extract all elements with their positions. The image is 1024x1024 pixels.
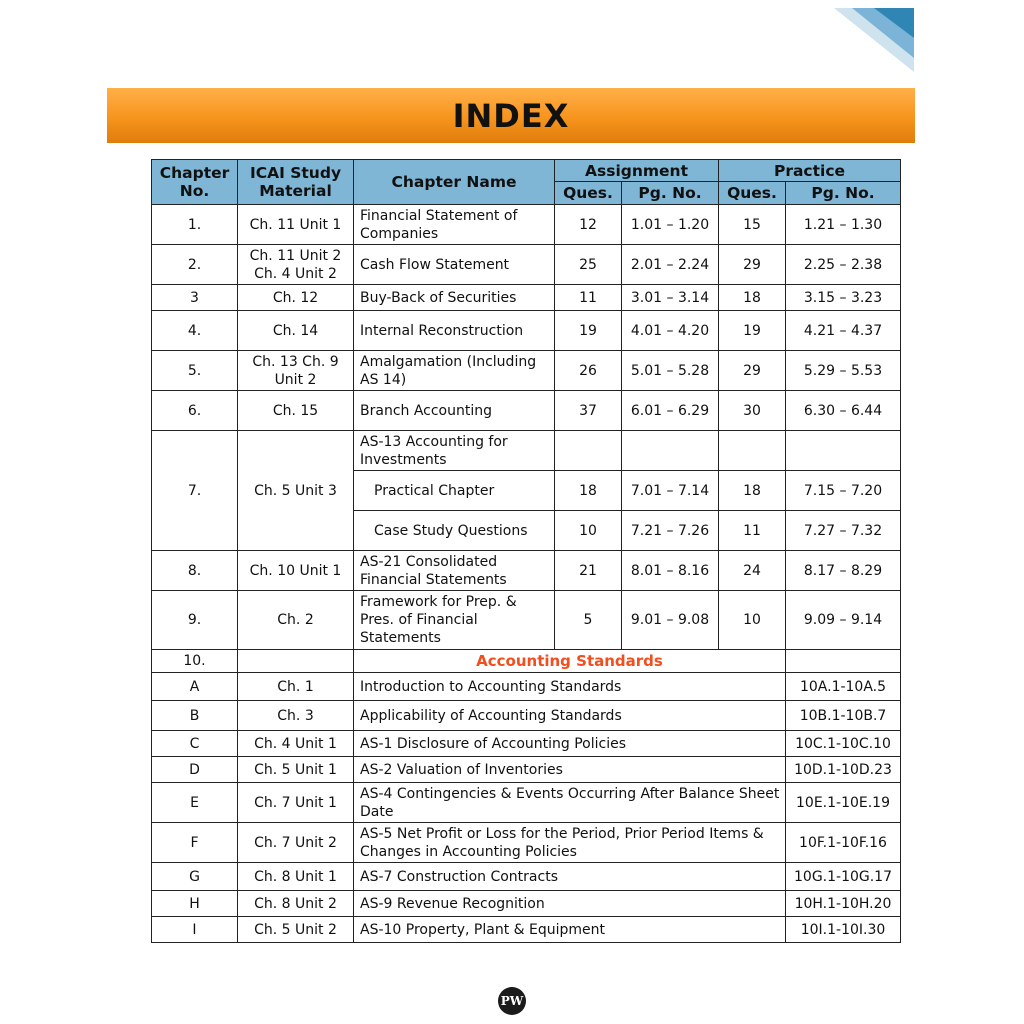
table-row	[152, 245, 901, 285]
assignment-ques-cell: 18	[555, 471, 622, 511]
pgno-cell: 10D.1-10D.23	[786, 757, 901, 783]
practice-ques-cell: 24	[719, 551, 786, 591]
assignment-pgno-cell: 7.01 – 7.14	[622, 471, 719, 511]
practice-pgno-cell: 1.21 – 1.30	[786, 205, 901, 245]
assignment-ques-cell: 25	[555, 245, 622, 285]
practice-ques-cell: 29	[719, 245, 786, 285]
icai-cell: Ch. 13 Ch. 9 Unit 2	[238, 351, 354, 391]
table-row	[152, 205, 901, 245]
table-row	[152, 823, 901, 863]
practice-ques-cell: 10	[719, 591, 786, 650]
chapter-no-cell: G	[152, 863, 238, 891]
assignment-pgno-cell: 9.01 – 9.08	[622, 591, 719, 650]
chapter-name-cell: AS-21 Consolidated Financial Statements	[354, 551, 555, 591]
empty-cell	[786, 431, 901, 471]
chapter-no-cell: E	[152, 783, 238, 823]
chapter-name-cell: Branch Accounting	[354, 391, 555, 431]
table-row	[152, 311, 901, 351]
table-row	[152, 701, 901, 731]
icai-cell: Ch. 8 Unit 2	[238, 891, 354, 917]
col-practice-ques: Ques.	[719, 182, 786, 205]
table-row	[152, 917, 901, 943]
assignment-ques-cell: 37	[555, 391, 622, 431]
chapter-no-cell: 7.	[152, 431, 238, 551]
practice-pgno-cell: 7.27 – 7.32	[786, 511, 901, 551]
chapter-name-cell: Applicability of Accounting Standards	[354, 701, 786, 731]
chapter-no-cell: 3	[152, 285, 238, 311]
chapter-no-cell: 4.	[152, 311, 238, 351]
pgno-cell: 10B.1-10B.7	[786, 701, 901, 731]
practice-pgno-cell: 4.21 – 4.37	[786, 311, 901, 351]
icai-cell: Ch. 5 Unit 2	[238, 917, 354, 943]
chapter-no-cell: 1.	[152, 205, 238, 245]
pgno-cell: 10A.1-10A.5	[786, 673, 901, 701]
pgno-cell: 10I.1-10I.30	[786, 917, 901, 943]
pgno-cell: 10G.1-10G.17	[786, 863, 901, 891]
table-row	[152, 863, 901, 891]
icai-cell: Ch. 15	[238, 391, 354, 431]
icai-cell: Ch. 4 Unit 1	[238, 731, 354, 757]
table-row	[152, 391, 901, 431]
sub-chapter-name-cell: Practical Chapter	[354, 471, 555, 511]
chapter-name-cell: AS-13 Accounting for Investments	[354, 431, 555, 471]
assignment-pgno-cell: 6.01 – 6.29	[622, 391, 719, 431]
pgno-cell: 10H.1-10H.20	[786, 891, 901, 917]
col-assignment-pgno: Pg. No.	[622, 182, 719, 205]
chapter-name-cell: Internal Reconstruction	[354, 311, 555, 351]
icai-cell: Ch. 8 Unit 1	[238, 863, 354, 891]
chapter-no-cell: B	[152, 701, 238, 731]
practice-pgno-cell: 3.15 – 3.23	[786, 285, 901, 311]
chapter-name-cell: AS-7 Construction Contracts	[354, 863, 786, 891]
practice-pgno-cell: 9.09 – 9.14	[786, 591, 901, 650]
col-chapter-name: Chapter Name	[354, 160, 555, 205]
chapter-no-cell: I	[152, 917, 238, 943]
chapter-name-cell: AS-2 Valuation of Inventories	[354, 757, 786, 783]
empty-cell	[238, 650, 354, 673]
chapter-name-cell: Amalgamation (Including AS 14)	[354, 351, 555, 391]
assignment-ques-cell: 19	[555, 311, 622, 351]
pgno-cell: 10C.1-10C.10	[786, 731, 901, 757]
chapter-name-cell: AS-9 Revenue Recognition	[354, 891, 786, 917]
col-assignment-ques: Ques.	[555, 182, 622, 205]
col-chapter-no: Chapter No.	[152, 160, 238, 205]
practice-pgno-cell: 6.30 – 6.44	[786, 391, 901, 431]
chapter-no-cell: A	[152, 673, 238, 701]
chapter-name-cell: Buy-Back of Securities	[354, 285, 555, 311]
index-banner	[107, 88, 915, 143]
practice-ques-cell: 29	[719, 351, 786, 391]
chapter-no-cell: 5.	[152, 351, 238, 391]
assignment-ques-cell: 10	[555, 511, 622, 551]
chapter-name-cell: AS-5 Net Profit or Loss for the Period, Prior Period Items & Changes in Accounting Policies	[354, 823, 786, 863]
section-row	[152, 650, 901, 673]
table-row	[152, 783, 901, 823]
chapter-no-cell: F	[152, 823, 238, 863]
table-row	[152, 757, 901, 783]
assignment-pgno-cell: 2.01 – 2.24	[622, 245, 719, 285]
section-title: Accounting Standards	[354, 650, 786, 673]
table-row	[152, 551, 901, 591]
col-practice-pgno: Pg. No.	[786, 182, 901, 205]
empty-cell	[555, 431, 622, 471]
assignment-pgno-cell: 1.01 – 1.20	[622, 205, 719, 245]
chapter-no-cell: H	[152, 891, 238, 917]
icai-cell: Ch. 7 Unit 2	[238, 823, 354, 863]
assignment-ques-cell: 26	[555, 351, 622, 391]
index-table	[151, 159, 901, 943]
assignment-pgno-cell: 5.01 – 5.28	[622, 351, 719, 391]
col-practice: Practice	[719, 160, 901, 182]
icai-cell: Ch. 3	[238, 701, 354, 731]
icai-cell: Ch. 11 Unit 1	[238, 205, 354, 245]
table-row	[152, 731, 901, 757]
icai-cell: Ch. 7 Unit 1	[238, 783, 354, 823]
practice-pgno-cell: 5.29 – 5.53	[786, 351, 901, 391]
chapter-name-cell: AS-4 Contingencies & Events Occurring After Balance Sheet Date	[354, 783, 786, 823]
chapter-name-cell: Introduction to Accounting Standards	[354, 673, 786, 701]
corner-decoration	[834, 8, 914, 72]
pgno-cell: 10F.1-10F.16	[786, 823, 901, 863]
chapter-no-cell: 10.	[152, 650, 238, 673]
chapter-name-cell: AS-1 Disclosure of Accounting Policies	[354, 731, 786, 757]
chapter-no-cell: 9.	[152, 591, 238, 650]
icai-cell: Ch. 1	[238, 673, 354, 701]
table-row	[152, 891, 901, 917]
chapter-name-cell: AS-10 Property, Plant & Equipment	[354, 917, 786, 943]
chapter-name-cell: Financial Statement of Companies	[354, 205, 555, 245]
assignment-pgno-cell: 7.21 – 7.26	[622, 511, 719, 551]
assignment-ques-cell: 12	[555, 205, 622, 245]
practice-pgno-cell: 7.15 – 7.20	[786, 471, 901, 511]
practice-ques-cell: 19	[719, 311, 786, 351]
publisher-logo: PW	[498, 987, 526, 1015]
assignment-ques-cell: 11	[555, 285, 622, 311]
icai-cell: Ch. 14	[238, 311, 354, 351]
empty-cell	[786, 650, 901, 673]
practice-ques-cell: 18	[719, 471, 786, 511]
empty-cell	[622, 431, 719, 471]
page-title: INDEX	[452, 96, 570, 135]
assignment-ques-cell: 21	[555, 551, 622, 591]
icai-cell: Ch. 2	[238, 591, 354, 650]
assignment-pgno-cell: 8.01 – 8.16	[622, 551, 719, 591]
table-row	[152, 591, 901, 650]
sub-chapter-name-cell: Case Study Questions	[354, 511, 555, 551]
chapter-no-cell: 8.	[152, 551, 238, 591]
chapter-no-cell: 6.	[152, 391, 238, 431]
chapter-name-cell: Framework for Prep. & Pres. of Financial Statements	[354, 591, 555, 650]
chapter-no-cell: D	[152, 757, 238, 783]
pgno-cell: 10E.1-10E.19	[786, 783, 901, 823]
table-row	[152, 673, 901, 701]
icai-cell: Ch. 11 Unit 2 Ch. 4 Unit 2	[238, 245, 354, 285]
assignment-ques-cell: 5	[555, 591, 622, 650]
empty-cell	[719, 431, 786, 471]
practice-ques-cell: 30	[719, 391, 786, 431]
practice-ques-cell: 15	[719, 205, 786, 245]
practice-ques-cell: 11	[719, 511, 786, 551]
chapter-no-cell: C	[152, 731, 238, 757]
col-assignment: Assignment	[555, 160, 719, 182]
practice-pgno-cell: 2.25 – 2.38	[786, 245, 901, 285]
chapter-no-cell: 2.	[152, 245, 238, 285]
chapter-name-cell: Cash Flow Statement	[354, 245, 555, 285]
icai-cell: Ch. 5 Unit 1	[238, 757, 354, 783]
table-row	[152, 351, 901, 391]
table-row	[152, 431, 901, 471]
practice-ques-cell: 18	[719, 285, 786, 311]
assignment-pgno-cell: 3.01 – 3.14	[622, 285, 719, 311]
assignment-pgno-cell: 4.01 – 4.20	[622, 311, 719, 351]
col-icai-material: ICAI Study Material	[238, 160, 354, 205]
table-row	[152, 285, 901, 311]
icai-cell: Ch. 12	[238, 285, 354, 311]
icai-cell: Ch. 10 Unit 1	[238, 551, 354, 591]
practice-pgno-cell: 8.17 – 8.29	[786, 551, 901, 591]
icai-cell: Ch. 5 Unit 3	[238, 431, 354, 551]
